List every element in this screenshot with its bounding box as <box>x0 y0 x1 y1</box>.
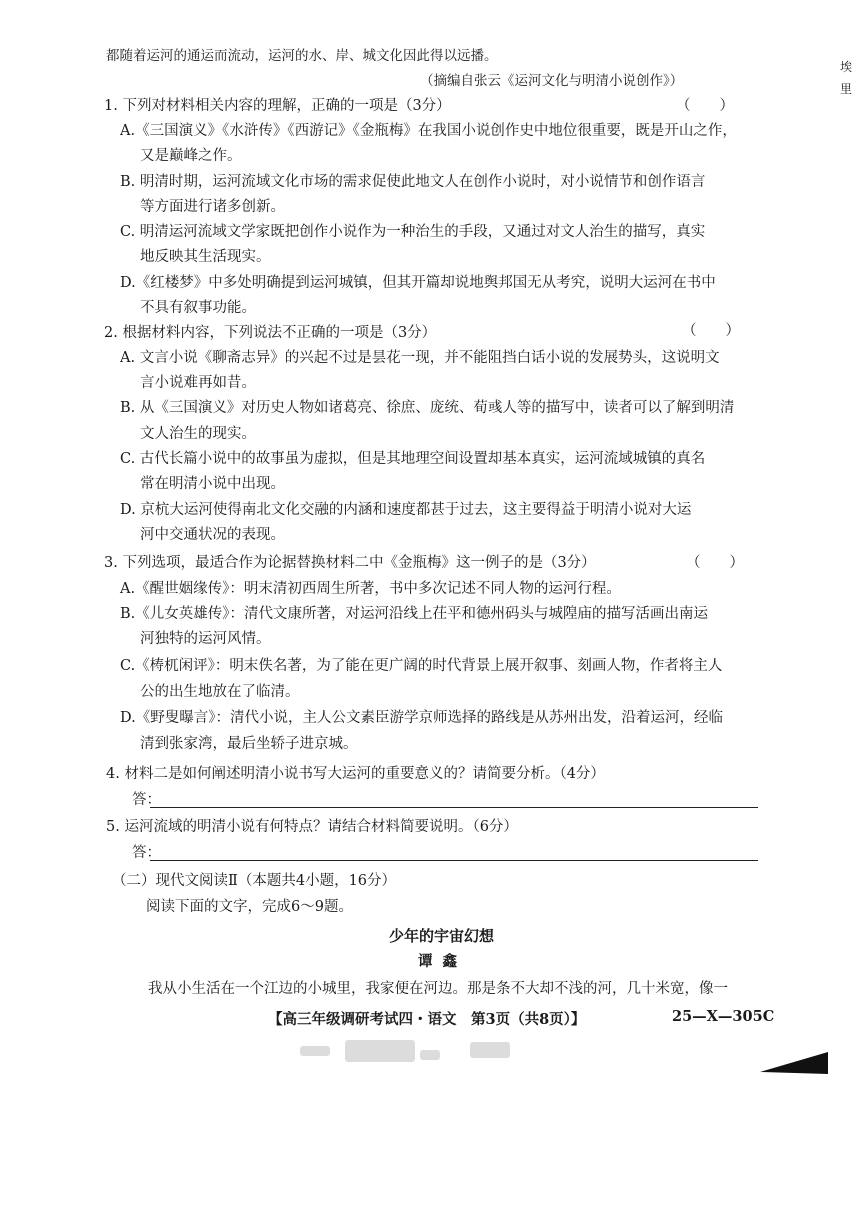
q2-option-a: A. 文言小说《聊斋志异》的兴起不过是昙花一现，并不能阻挡白话小说的发展势头，这说明文 <box>120 350 720 366</box>
q3-option-a: A.《醒世姻缘传》：明末清初西周生所著，书中多次记述不同人物的运河行程。 <box>120 581 621 597</box>
q2-option-b-cont: 文人治生的现实。 <box>140 426 256 442</box>
page-footer: 【高三年级调研考试四・语文 第3页（共8页）】 <box>268 1011 586 1028</box>
q1-option-b-cont: 等方面进行诸多创新。 <box>140 199 285 215</box>
reading-instruction: 阅读下面的文字，完成6～9题。 <box>146 899 353 915</box>
story-first-line: 我从小生活在一个江边的小城里，我家便在河边。那是条不大却不浅的河，几十米宽，像一 <box>148 981 728 997</box>
scan-edge-shadow <box>760 1048 830 1078</box>
answer-bracket: （ ） <box>682 323 740 339</box>
q2-option-c: C. 古代长篇小说中的故事虽为虚拟，但是其地理空间设置却基本真实，运河流域城镇的真名 <box>120 451 706 467</box>
q3-option-d-cont: 清到张家湾，最后坐轿子进京城。 <box>140 736 358 752</box>
answer-label: 答： <box>132 845 161 861</box>
question-1-stem: 1. 下列对材料相关内容的理解，正确的一项是（3分） <box>104 98 451 114</box>
q1-option-c-cont: 地反映其生活现实。 <box>140 249 271 265</box>
q3-option-c-cont: 公的出生地放在了临清。 <box>140 684 300 700</box>
answer-bracket: （ ） <box>676 98 734 114</box>
answer-line[interactable] <box>150 807 758 808</box>
q2-option-c-cont: 常在明清小说中出现。 <box>140 476 285 492</box>
question-5-stem: 5. 运河流域的明清小说有何特点？请结合材料简要说明。（6分） <box>106 819 518 835</box>
answer-bracket: （ ） <box>686 555 744 571</box>
q3-option-c: C.《梼杌闲评》：明末佚名著，为了能在更广阔的时代背景上展开叙事、刻画人物，作者将主人 <box>120 658 723 674</box>
q2-option-b: B. 从《三国演义》对历史人物如诸葛亮、徐庶、庞统、荀彧人等的描写中，读者可以了解到明清 <box>120 400 735 416</box>
q2-option-d-cont: 河中交通状况的表现。 <box>140 527 285 543</box>
side-mark: 埃 <box>840 60 853 74</box>
q1-option-d-cont: 不具有叙事功能。 <box>140 300 256 316</box>
q3-option-b: B.《儿女英雄传》：清代文康所著，对运河沿线上茌平和德州码头与城隍庙的描写活画出南运 <box>120 606 709 622</box>
page-code: 25—X—305C <box>672 1008 775 1025</box>
story-title: 少年的宇宙幻想 <box>389 927 495 945</box>
intro-line: 都随着运河的通运而流动，运河的水、岸、城文化因此得以远播。 <box>106 48 498 64</box>
scan-smudge <box>300 1046 330 1056</box>
question-4-stem: 4. 材料二是如何阐述明清小说书写大运河的重要意义的？请简要分析。（4分） <box>106 766 605 782</box>
q1-option-b: B. 明清时期，运河流域文化市场的需求促使此地文人在创作小说时，对小说情节和创作语言 <box>120 174 706 190</box>
story-author: 谭鑫 <box>418 953 467 970</box>
q3-option-d: D.《野叟曝言》：清代小说，主人公文素臣游学京师选择的路线是从苏州出发，沿着运河，经临 <box>120 710 723 726</box>
question-3-stem: 3. 下列选项，最适合作为论据替换材料二中《金瓶梅》这一例子的是（3分） <box>104 555 596 571</box>
side-mark: 里 <box>840 82 853 96</box>
scan-smudge <box>470 1042 510 1058</box>
section-heading: （二）现代文阅读Ⅱ（本题共4小题，16分） <box>112 873 397 889</box>
source-citation: （摘编自张云《运河文化与明清小说创作》） <box>420 73 684 89</box>
scan-smudge <box>345 1040 415 1062</box>
answer-label: 答： <box>132 792 161 808</box>
question-2-stem: 2. 根据材料内容，下列说法不正确的一项是（3分） <box>104 325 437 341</box>
q3-option-b-cont: 河独特的运河风情。 <box>140 631 271 647</box>
q1-option-a-cont: 又是巅峰之作。 <box>140 148 242 164</box>
answer-line[interactable] <box>150 860 758 861</box>
q1-option-d: D.《红楼梦》中多处明确提到运河城镇，但其开篇却说地舆邦国无从考究，说明大运河在书中 <box>120 275 716 291</box>
scan-smudge <box>420 1050 440 1060</box>
q1-option-a: A.《三国演义》《水浒传》《西游记》《金瓶梅》在我国小说创作史中地位很重要，既是开山之作， <box>120 123 737 139</box>
q1-option-c: C. 明清运河流域文学家既把创作小说作为一种治生的手段，又通过对文人治生的描写，真实 <box>120 224 706 240</box>
q2-option-d: D. 京杭大运河使得南北文化交融的内涵和速度都甚于过去，这主要得益于明清小说对大运 <box>120 502 692 518</box>
q2-option-a-cont: 言小说难再如昔。 <box>140 375 256 391</box>
